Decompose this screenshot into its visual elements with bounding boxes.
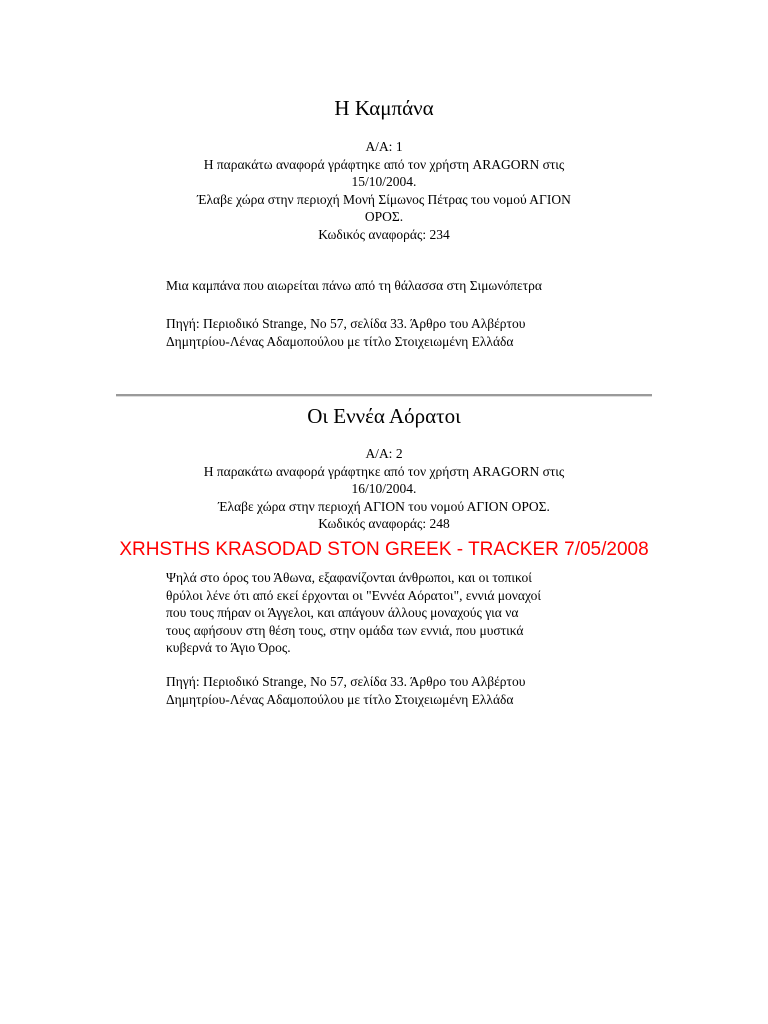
report-2-description (166, 569, 626, 657)
report-2-source (166, 673, 626, 708)
report-2-description-line: θρύλοι λένε ότι από εκεί έρχονται οι "Εννέα Αόρατοι", εννιά μοναχοί (166, 587, 542, 603)
report-1-meta-line: Α/Α: 1 (365, 139, 403, 154)
report-2-meta-line: Κωδικός αναφοράς: 248 (318, 516, 450, 531)
report-2-meta-line: 16/10/2004. (351, 481, 417, 496)
report-1-meta-line: Η παρακάτω αναφορά γράφτηκε από τον χρήστη ARAGORN στις (203, 156, 565, 172)
report-2-meta-line: Η παρακάτω αναφορά γράφτηκε από τον χρήστη ARAGORN στις (203, 463, 565, 479)
report-2-meta-line: Α/Α: 2 (365, 446, 403, 461)
report-2-meta-line: Έλαβε χώρα στην περιοχή ΑΓΙΟΝ του νομού ΑΓΙΟΝ ΟΡΟΣ. (218, 498, 550, 514)
report-2-meta (150, 445, 618, 533)
report-2-description-line: που τους πήραν οι Άγγελοι, και απάγουν άλλους μοναχούς για να (166, 605, 519, 620)
tracker-banner: XRHSTHS KRASODAD STON GREEK - TRACKER 7/05/2008 (119, 539, 649, 560)
report-2-source-line: Δημητρίου-Λένας Αδαμοπούλου με τίτλο Στοιχειωμένη Ελλάδα (166, 691, 514, 707)
report-1-meta-line: ΟΡΟΣ. (364, 209, 404, 224)
report-1-description (166, 277, 626, 295)
report-1-meta (150, 138, 618, 243)
report-2-source-line: Πηγή: Περιοδικό Strange, No 57, σελίδα 33. Άρθρο του Αλβέρτου (166, 674, 526, 689)
report-1-meta-line: 15/10/2004. (351, 174, 417, 189)
report-1-meta-line: Κωδικός αναφοράς: 234 (318, 226, 450, 242)
report-2-description-line: Ψηλά στο όρος του Άθωνα, εξαφανίζονται άνθρωποι, και οι τοπικοί (166, 570, 532, 585)
report-1-source-line: Δημητρίου-Λένας Αδαμοπούλου με τίτλο Στοιχειωμένη Ελλάδα (166, 333, 514, 349)
report-1-description-line: Μια καμπάνα που αιωρείται πάνω από τη θάλασσα στη Σιμωνόπετρα (166, 278, 542, 293)
section-divider (116, 394, 652, 397)
report-2-description-line: τους αφήσουν στη θέση τους, στην ομάδα των εννιά, που μυστικά (166, 622, 524, 638)
report-1-source (166, 315, 626, 350)
report-1-meta-line: Έλαβε χώρα στην περιοχή Μονή Σίμωνος Πέτρας του νομού ΑΓΙΟΝ (197, 191, 571, 207)
report-1-title: Η Καμπάνα (334, 96, 434, 120)
report-1-source-line: Πηγή: Περιοδικό Strange, No 57, σελίδα 33. Άρθρο του Αλβέρτου (166, 316, 526, 331)
report-2-title: Οι Εννέα Αόρατοι (307, 404, 461, 428)
report-2-description-line: κυβερνά το Άγιο Όρος. (166, 640, 291, 655)
